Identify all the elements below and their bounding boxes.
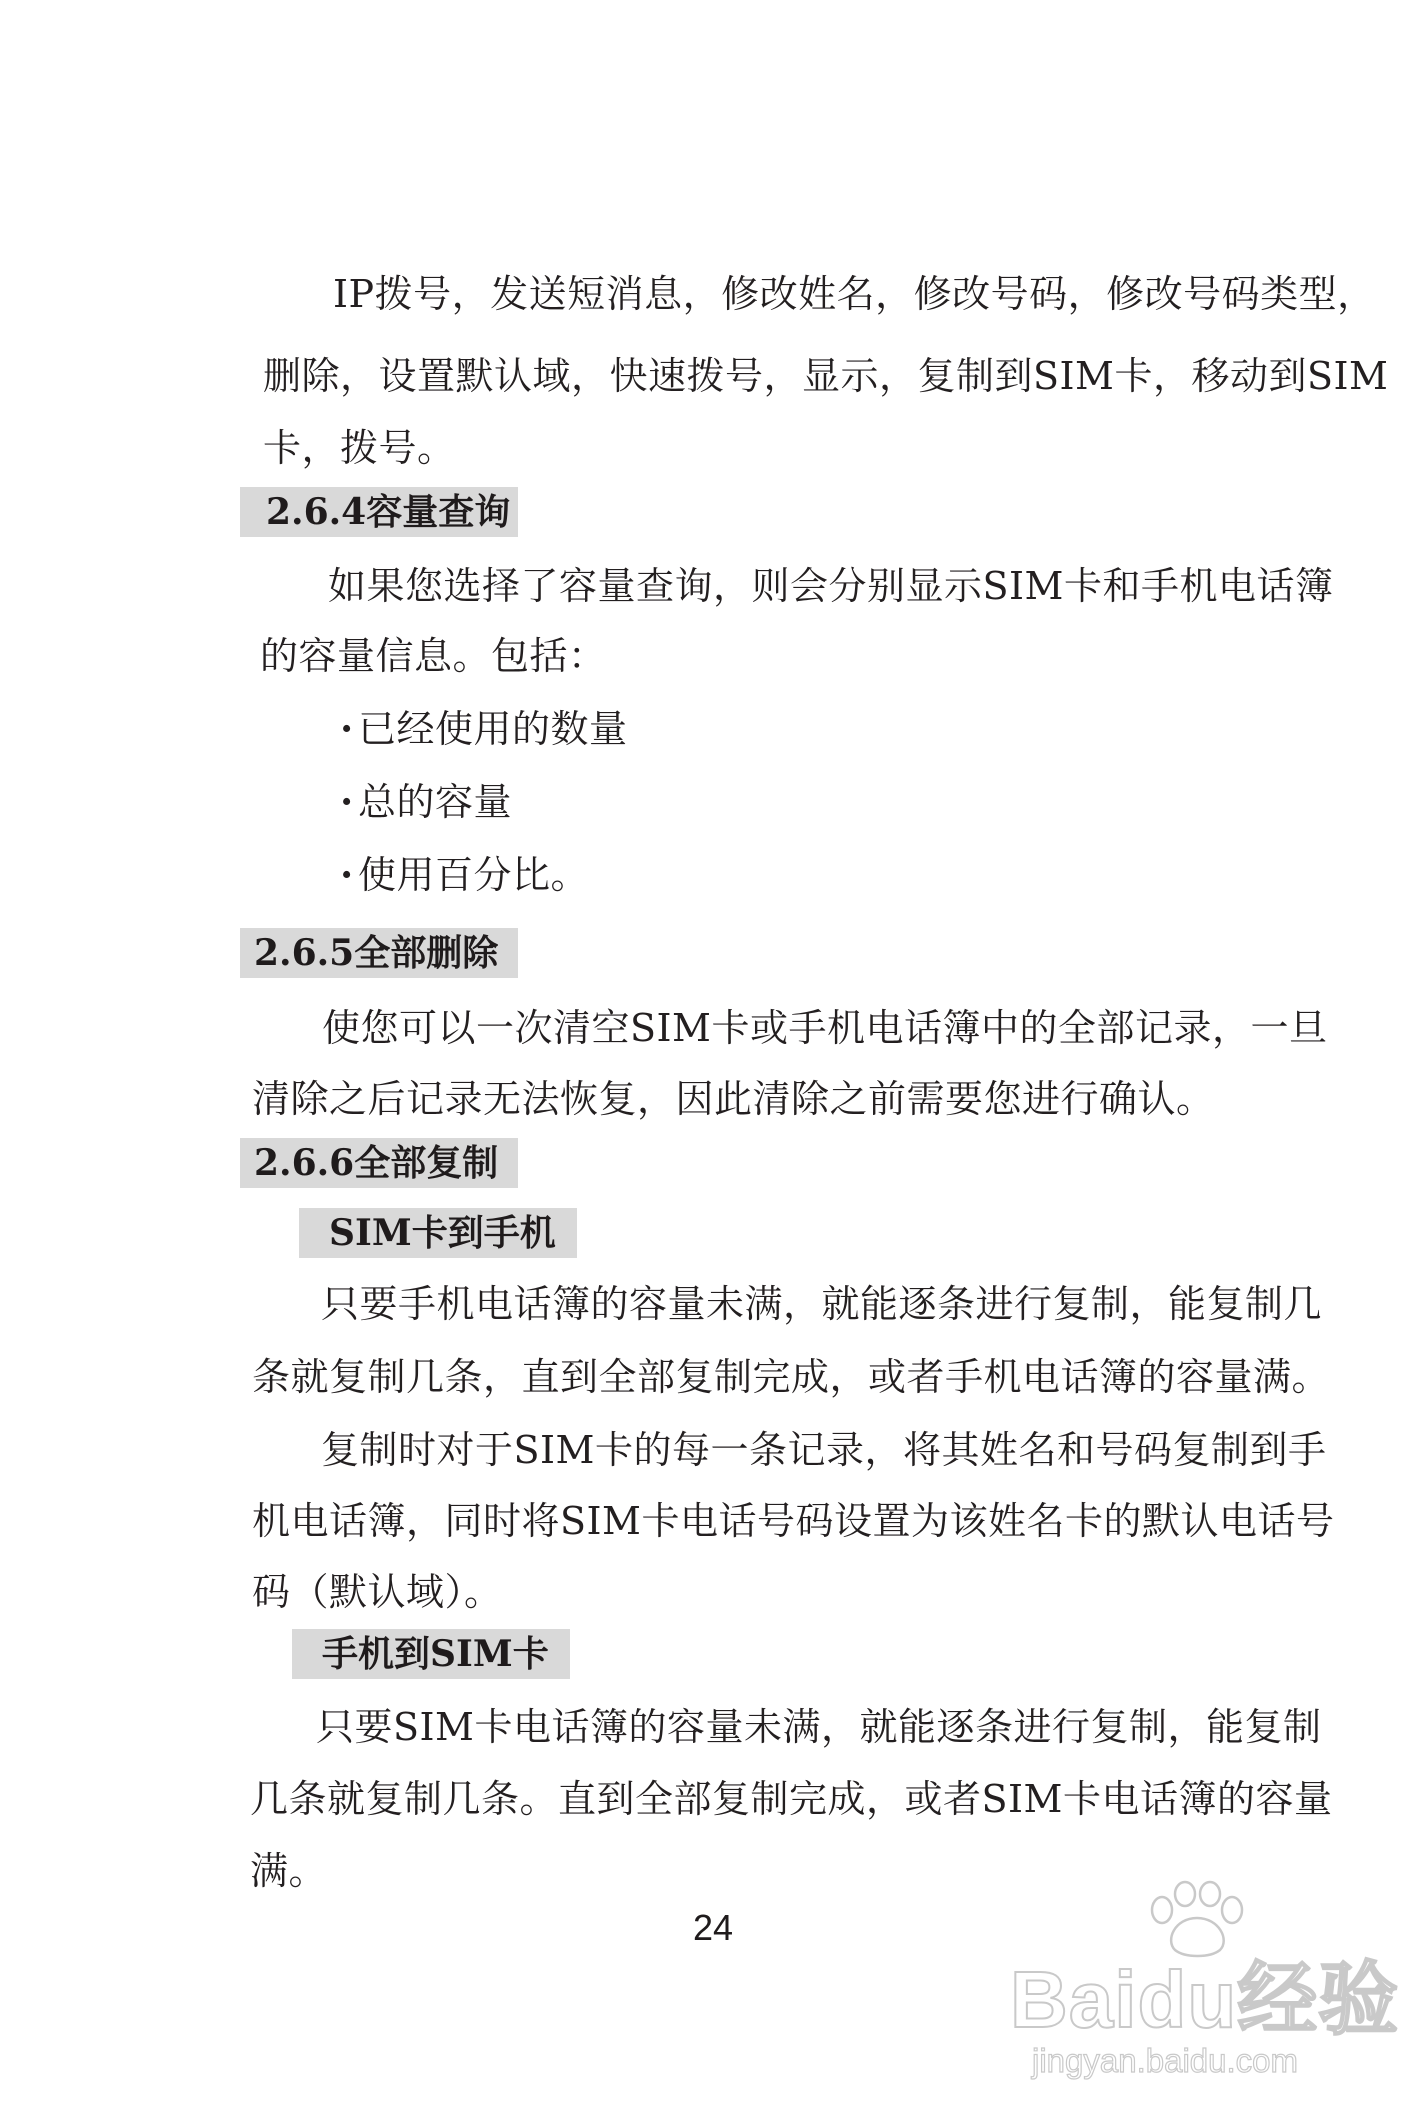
sim-to-phone-p1-line-1: 只要手机电话簿的容量未满，就能逐条进行复制，能复制几 — [321, 1282, 1323, 1326]
section-heading-2-6-6: 2.6.6全部复制 — [240, 1138, 518, 1188]
subsection-heading-phone-to-sim: 手机到SIM卡 — [292, 1629, 570, 1679]
watermark-url: jingyan.baidu.com — [1032, 2042, 1298, 2079]
bullet-text: 使用百分比。 — [358, 853, 590, 897]
section-heading-2-6-4: 2.6.4容量查询 — [240, 487, 518, 537]
sim-to-phone-p2-line-1: 复制时对于SIM卡的每一条记录，将其姓名和号码复制到手 — [321, 1428, 1327, 1472]
bullet-text: 已经使用的数量 — [358, 707, 628, 751]
section-2-6-5-para-line-1: 使您可以一次清空SIM卡或手机电话簿中的全部记录，一旦 — [322, 1006, 1328, 1050]
phone-to-sim-p1-line-2: 几条就复制几条。直到全部复制完成，或者SIM卡电话簿的容量 — [250, 1777, 1333, 1821]
section-2-6-4-para-line-1: 如果您选择了容量查询，则会分别显示SIM卡和手机电话簿 — [328, 564, 1334, 608]
intro-line-3: 卡，拨号。 — [263, 426, 456, 470]
bullet-item — [340, 778, 512, 826]
section-heading-2-6-5: 2.6.5全部删除 — [240, 928, 518, 978]
bullet-dot-icon: · — [340, 706, 354, 751]
baidu-watermark — [1010, 1880, 1410, 2090]
bullet-text: 总的容量 — [358, 780, 513, 824]
sim-to-phone-p1-line-2: 条就复制几条，直到全部复制完成，或者手机电话簿的容量满。 — [252, 1355, 1331, 1399]
bullet-item — [340, 705, 628, 753]
bullet-dot-icon: · — [340, 852, 354, 897]
subsection-heading-sim-to-phone: SIM卡到手机 — [299, 1208, 577, 1258]
sim-to-phone-p2-line-3: 码（默认域）。 — [252, 1570, 503, 1614]
section-2-6-5-para-line-2: 清除之后记录无法恢复，因此清除之前需要您进行确认。 — [252, 1077, 1215, 1121]
page-number: 24 — [693, 1907, 734, 1948]
bullet-item — [340, 851, 589, 899]
phone-to-sim-p1-line-3: 满。 — [250, 1849, 328, 1893]
section-2-6-4-para-line-2: 的容量信息。包括： — [260, 634, 607, 678]
sim-to-phone-p2-line-2: 机电话簿，同时将SIM卡电话号码设置为该姓名卡的默认电话号 — [252, 1499, 1335, 1543]
bullet-dot-icon: · — [340, 779, 354, 824]
phone-to-sim-p1-line-1: 只要SIM卡电话簿的容量未满，就能逐条进行复制，能复制 — [316, 1705, 1322, 1749]
intro-line-1: IP拨号，发送短消息，修改姓名，修改号码，修改号码类型， — [333, 272, 1376, 316]
intro-line-2: 删除，设置默认域，快速拨号，显示，复制到SIM卡，移动到SIM — [263, 354, 1389, 398]
watermark-logo: Baidu经验 — [1010, 1955, 1400, 2044]
